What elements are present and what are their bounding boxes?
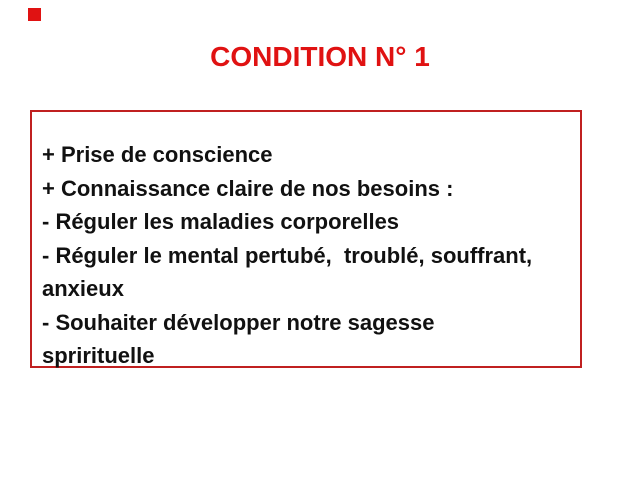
content-box: [30, 110, 582, 368]
box-line: anxieux: [42, 276, 124, 301]
box-line: sprirituelle: [42, 343, 155, 368]
box-line: + Connaissance claire de nos besoins :: [42, 175, 454, 201]
corner-square-decoration: [28, 8, 41, 21]
slide-title: CONDITION N° 1: [210, 41, 430, 72]
box-line: + Prise de conscience: [42, 142, 273, 167]
box-line: - Souhaiter développer notre sagesse: [42, 309, 435, 335]
box-line: - Réguler les maladies corporelles: [42, 209, 400, 234]
box-line: - Réguler le mental pertubé, troublé, souffrant,: [42, 242, 533, 268]
